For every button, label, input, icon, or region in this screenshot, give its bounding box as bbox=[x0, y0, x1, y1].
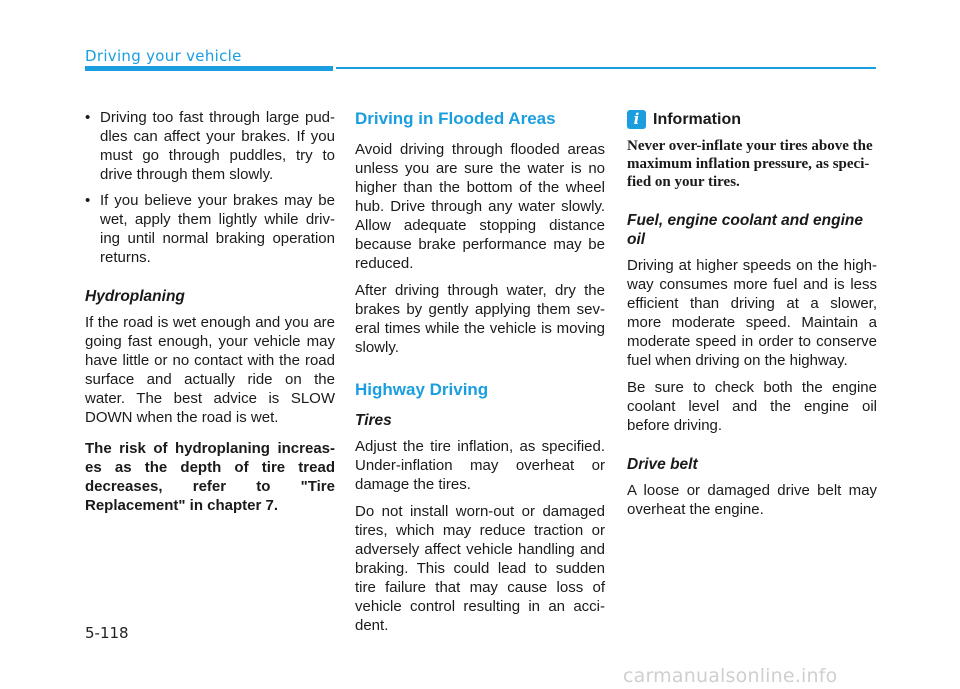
hydroplaning-heading: Hydroplaning bbox=[85, 288, 185, 305]
flooded-areas-heading: Driving in Flooded Areas bbox=[355, 109, 556, 128]
flooded-paragraph-2: After driving through water, dry the brakes by gently applying them sev-eral times while the vehicle is moving slowly. bbox=[355, 282, 605, 356]
tires-paragraph-1: Adjust the tire inflation, as specified. Under-inflation may overheat or damage the tires. bbox=[355, 438, 605, 493]
column-right bbox=[627, 108, 877, 527]
bullet-list bbox=[85, 108, 335, 267]
info-icon: i bbox=[627, 110, 646, 129]
fuel-paragraph-1: Driving at higher speeds on the high-way consumes more fuel and is less efficient than driving at a slower, more moderate speed. Maintain a moderate speed in order to conserve fuel when driving on the highway. bbox=[627, 257, 877, 369]
tires-paragraph-2: Do not install worn-out or damaged tires, which may reduce traction or adversely affect vehicle handling and braking. This could lead to sudden tire failure that may cause loss of vehicle control resulting in an acci-dent. bbox=[355, 503, 605, 634]
page-number: 5-118 bbox=[85, 624, 129, 642]
drive-belt-heading: Drive belt bbox=[627, 456, 698, 473]
hydroplaning-text: If the road is wet enough and you are going fast enough, your vehicle may have little or no contact with the road surface and actually ride on the water. The best advice is SLOW DOWN when the road is wet. bbox=[85, 314, 335, 426]
list-item: • If you believe your brakes may be wet, apply them lightly while driv-ing until normal braking operation returns. bbox=[85, 191, 335, 267]
tires-heading: Tires bbox=[355, 412, 392, 429]
fuel-paragraph-2: Be sure to check both the engine coolant level and the engine oil before driving. bbox=[627, 379, 877, 434]
information-text: Never over-inflate your tires above the maximum inflation pressure, as speci-fied on your tires. bbox=[627, 138, 873, 190]
section-header-title: Driving your vehicle bbox=[85, 47, 242, 65]
column-left bbox=[85, 108, 335, 523]
information-box-header bbox=[627, 110, 877, 129]
fuel-coolant-oil-heading: Fuel, engine coolant and engine oil bbox=[627, 212, 863, 248]
header-accent-bar bbox=[85, 66, 333, 71]
information-heading: Information bbox=[653, 111, 741, 128]
drive-belt-paragraph: A loose or damaged drive belt may overheat the engine. bbox=[627, 482, 877, 518]
flooded-paragraph-1: Avoid driving through flooded areas unless you are sure the water is no higher than the bottom of the wheel hub. Drive through any water slowly. Allow adequate stopping distance because brake performance may be reduced. bbox=[355, 141, 605, 272]
highway-driving-heading: Highway Driving bbox=[355, 380, 489, 399]
watermark: carmanualsonline.info bbox=[623, 665, 838, 687]
column-middle bbox=[355, 108, 605, 643]
list-item: • Driving too fast through large pud-dles can affect your brakes. If you must go through puddles, try to drive through them slowly. bbox=[85, 108, 335, 184]
header-rule bbox=[336, 67, 876, 69]
hydroplaning-warning: The risk of hydroplaning increas-es as the depth of tire tread decreases, refer to "Tire Replacement" in chapter 7. bbox=[85, 440, 335, 514]
